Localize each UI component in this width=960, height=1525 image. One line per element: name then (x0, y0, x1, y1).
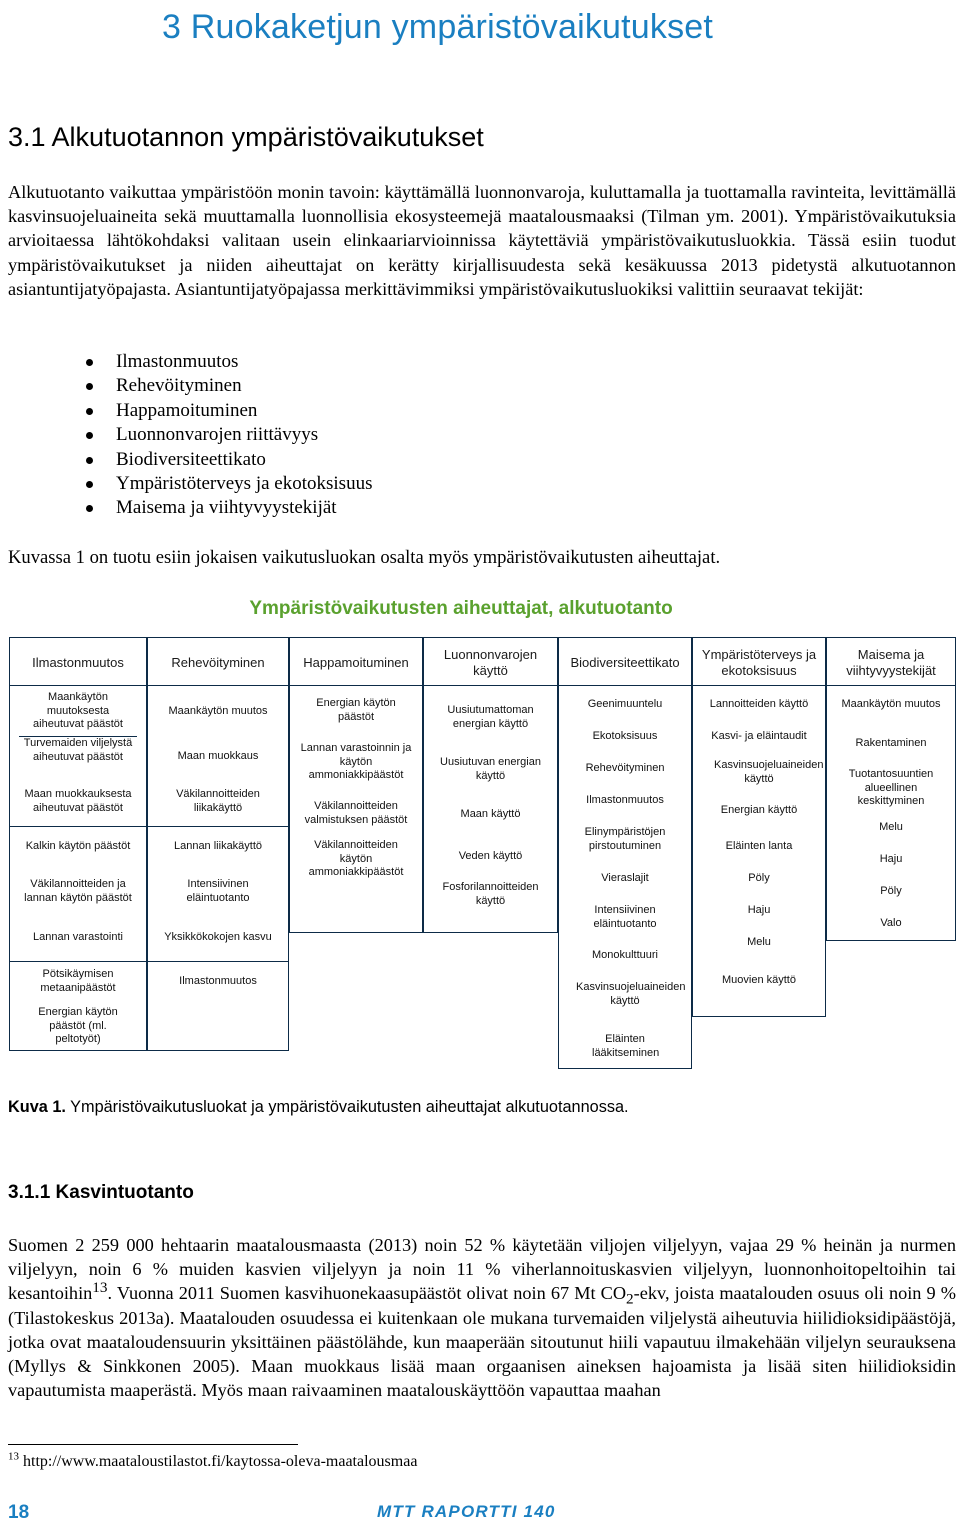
column-header: Biodiversiteettikato (558, 637, 692, 688)
cause-item: Lannan varastointi (33, 931, 123, 943)
cause-item: Väkilannoitteiden käytön ammoniakkipäästöt (308, 839, 404, 879)
cause-item: Lannan liikakäyttö (173, 840, 263, 852)
cause-item: Muovien käyttö (722, 974, 796, 986)
footnote-link[interactable]: http://www.maataloustilastot.fi/kaytossa-oleva-maatalousmaa (19, 1453, 418, 1470)
cause-item: Monokulttuuri (591, 949, 659, 961)
cause-item: Fosforilannoitteiden käyttö (442, 881, 539, 907)
cause-item: Eläinten lääkitseminen (592, 1033, 660, 1059)
cause-item: Kasvinsuojeluaineiden käyttö (576, 981, 686, 1007)
cause-item: Maankäytön muutoksesta aiheutuvat päästöt (33, 691, 123, 731)
column-header: Luonnonvarojen käyttö (423, 637, 558, 688)
paragraph-text: -ekv, joista maatalouden osuus oli noin 9 % (Tilastokeskus 2013a). Maatalouden osuudessa ei kuitenkaan ole mukana turvemaiden viljelystä aiheutuvia hiilidioksidipäästöjä, jotka ovat maataloudensuurin yksittäinen päästölähde, kun maaperään sitoutunut hiili vapautuu ilmakehään viljelyn seurauksena (Myllys & Sinkkonen 2005). Maan muokkaus lisää maan orgaanisen aineksen hajoamista ja lisää siten hiilidioksidin vapautumista maaperästä. Myös maan raivaaminen maatalouskäyttöön vapauttaa maahan (8, 1283, 957, 1401)
cause-item: Pöly (748, 872, 770, 884)
footnote-number: 13 (8, 1450, 19, 1463)
crop-paragraph (8, 1233, 956, 1402)
paragraph-text: Suomen 2 259 000 hehtaarin maatalousmaasta (2013) noin 52 % käytetään viljojen viljelyyn, vajaa 29 % heinän ja nurmen viljelyyn, noin 6 % muiden kasvien viljelyyn ja noin 11 % viherlannoituskasvien viljelyyn, luonnonhoitopeltoihin tai kesantoihin (8, 1235, 956, 1304)
list-item: Maisema ja viihtyvyystekijät (8, 496, 372, 520)
cause-item: Tuotantosuuntien alueellinen keskittyminen (848, 768, 934, 808)
cause-item: Kalkin käytön päästöt (25, 840, 131, 852)
cause-item: Elinympäristöjen pirstoutuminen (584, 826, 666, 852)
list-item: Luonnonvarojen riittävyys (8, 423, 372, 447)
cause-item: Yksikkökokojen kasvu (164, 931, 272, 943)
cause-item: Väkilannoitteiden valmistuksen päästöt (304, 800, 408, 826)
causes-box (826, 685, 956, 941)
cause-item: Uusiutumattoman energian käyttö (447, 704, 534, 730)
co2-subscript: 2 (626, 1291, 634, 1309)
cause-item: Väkilannoitteiden ja lannan käytön päästöt (24, 878, 132, 904)
cause-item: Ekotoksisuus (592, 730, 658, 742)
figure-title: Ympäristövaikutusten aiheuttajat, alkutuotanto (249, 598, 673, 619)
column-header: Rehevöityminen (147, 637, 289, 688)
cause-item: Kasvi- ja eläintaudit (711, 730, 807, 742)
cause-item: Ilmastonmuutos (586, 794, 664, 806)
cause-item: Pöly (880, 885, 902, 897)
cause-item: Geenimuuntelu (587, 698, 663, 710)
cause-item: Maan muokkauksesta aiheutuvat päästöt (24, 788, 132, 814)
cause-item: Ilmastonmuutos (179, 975, 257, 987)
impact-category-list (8, 350, 372, 521)
cause-item: Energian käytön päästöt (316, 697, 396, 723)
cause-item: Maan muokkaus (177, 750, 259, 762)
list-item: Ilmastonmuutos (8, 350, 372, 374)
footnote (8, 1452, 417, 1472)
report-series-logo: MTT RAPORTTI 140 (377, 1502, 556, 1521)
column-header: Happamoituminen (289, 637, 423, 688)
cause-item: Intensiivinen eläintuotanto (186, 878, 250, 904)
cause-item: Eläinten lanta (725, 840, 793, 852)
cause-item: Lannan varastoinnin ja käytön ammoniakkipäästöt (300, 742, 412, 782)
cause-item: Rakentaminen (855, 737, 927, 749)
cause-item: Valo (880, 917, 902, 929)
chapter-title: 3 Ruokaketjun ympäristövaikutukset (162, 8, 714, 46)
page-number: 18 (8, 1502, 30, 1523)
list-item: Biodiversiteettikato (8, 448, 372, 472)
column-header: Maisema ja viihtyvyystekijät (826, 637, 956, 688)
cause-item: Energian käyttö (720, 804, 798, 816)
cause-item: Väkilannoitteiden liikakäyttö (176, 788, 260, 814)
cause-item: Melu (747, 936, 771, 948)
cause-item: Haju (879, 853, 903, 865)
cause-item: Intensiivinen eläintuotanto (593, 904, 657, 930)
intro-paragraph: Alkutuotanto vaikuttaa ympäristöön monin tavoin: käyttämällä luonnonvaroja, kuluttamalla ja tuottamalla ravinteita, levittämällä kasvinsuojeluaineita sekä muuttamalla luonnollisia ekosysteemejä maatalousmaaksi (Tilman ym. 2001). Ympäristövaikutuksia arvioitaessa lähtökohdaksi valitaan usein elinkaariarvioinnissa käytettäviä ympäristövaikutusluokkia. Tässä esiin tuodut ympäristövaikutukset ja niiden aiheuttajat on kerätty kirjallisuudesta sekä kesäkuussa 2013 pidetystä alkutuotannon asiantuntijatyöpajasta. Asiantuntijatyöpajassa merkittävimmiksi ympäristövaikutusluokiksi valittiin seuraavat tekijät: (8, 182, 956, 299)
cause-item: Haju (747, 904, 771, 916)
cause-item: Maankäytön muutos (841, 698, 941, 710)
cause-item: Vieraslajit (601, 872, 649, 884)
cause-item: Veden käyttö (458, 850, 523, 862)
list-item: Happamoituminen (8, 399, 372, 423)
section-title: 3.1 Alkutuotannon ympäristövaikutukset (8, 122, 484, 152)
list-item: Ympäristöterveys ja ekotoksisuus (8, 472, 372, 496)
cause-item: Energian käytön päästöt (ml. peltotyöt) (38, 1006, 118, 1046)
caption-label: Kuva 1. (8, 1098, 66, 1116)
causes-box (147, 685, 289, 1051)
cause-item: Kasvinsuojeluaineiden käyttö (714, 759, 824, 785)
paragraph-text: . Vuonna 2011 Suomen kasvihuonekaasupäästöt olivat noin 67 Mt CO (107, 1283, 627, 1304)
footnote-ref: 13 (92, 1279, 108, 1297)
column-header: Ympäristöterveys ja ekotoksisuus (692, 637, 826, 688)
footnote-divider (8, 1444, 298, 1445)
figure-intro-sentence: Kuvassa 1 on tuotu esiin jokaisen vaikutusluokan osalta myös ympäristövaikutusten aiheuttajat. (8, 547, 721, 568)
cause-item: Rehevöityminen (585, 762, 665, 774)
subsection-title: 3.1.1 Kasvintuotanto (8, 1182, 194, 1203)
cause-item: Turvemaiden viljelystä aiheutuvat päästöt (23, 737, 133, 763)
cause-item: Pötsikäymisen metaanipäästöt (40, 968, 116, 994)
cause-item: Melu (879, 821, 903, 833)
cause-item: Maankäytön muutos (168, 705, 268, 717)
cause-item: Lannoitteiden käyttö (709, 698, 809, 710)
list-item: Rehevöityminen (8, 374, 372, 398)
cause-item: Uusiutuvan energian käyttö (440, 756, 541, 782)
cause-item: Maan käyttö (460, 808, 521, 820)
column-header: Ilmastonmuutos (9, 637, 147, 688)
figure-caption (8, 1098, 629, 1117)
caption-text: Ympäristövaikutusluokat ja ympäristövaikutusten aiheuttajat alkutuotannossa. (65, 1098, 629, 1116)
